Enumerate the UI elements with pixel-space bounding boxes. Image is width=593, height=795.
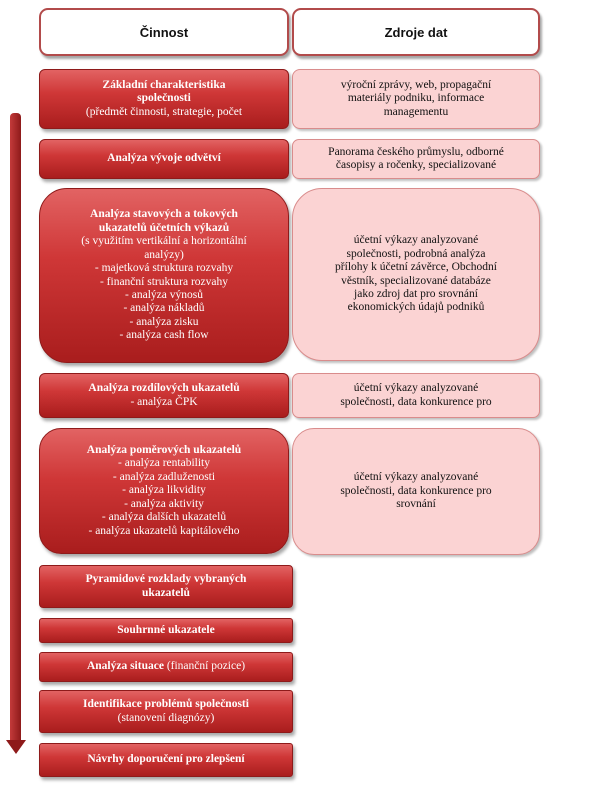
activity-situation-analysis (39, 652, 293, 682)
activity-line: - analýza nákladů (123, 302, 205, 315)
source-line: srovnání (396, 498, 436, 511)
header-activity-label: Činnost (139, 24, 189, 40)
activity-line: společnosti (137, 92, 191, 105)
activity-line: - analýza likvidity (122, 484, 206, 497)
source-statements-competition-comparison (292, 428, 540, 555)
activity-line: - analýza ukazatelů kapitálového (88, 524, 240, 537)
activity-title: Návrhy doporučení pro zlepšení (87, 753, 245, 766)
source-line: účetní výkazy analyzované (353, 471, 479, 484)
activity-title: Souhrnné ukazatele (117, 623, 215, 636)
activity-line: (předmět činnosti, strategie, počet (85, 105, 243, 118)
source-line: společnosti, data konkurence pro (340, 484, 492, 497)
activity-line: ukazatelů účetních výkazů (98, 221, 230, 234)
activity-title: Identifikace problémů společnosti (83, 698, 249, 711)
activity-line: - analýza cash flow (119, 329, 209, 342)
activity-situation-row (87, 660, 245, 673)
source-financial-statements-detailed (292, 188, 540, 361)
activity-line: - analýza dalších ukazatelů (101, 511, 227, 524)
activity-title: Analýza vývoje odvětví (107, 152, 221, 165)
activity-problem-identification (39, 690, 293, 733)
activity-line: (s využitím vertikální a horizontální (81, 235, 247, 248)
activity-line: - majetková struktura rozvahy (94, 262, 234, 275)
source-statements-competition (292, 373, 540, 418)
source-annual-reports (292, 69, 540, 129)
header-sources-label: Zdroje dat (384, 24, 448, 40)
header-sources (292, 8, 540, 56)
activity-difference-indicators (39, 373, 289, 418)
activity-pyramid-decomposition (39, 565, 293, 608)
source-line: časopisy a ročenky, specializované (335, 159, 497, 171)
activity-line: - analýza rentability (118, 457, 210, 470)
activity-line: - analýza ČPK (130, 395, 198, 408)
activity-title: Analýza situace (86, 660, 164, 673)
source-line: společnosti, data konkurence pro (340, 395, 492, 408)
source-line: účetní výkazy analyzované (353, 234, 479, 247)
source-line: společnosti, podrobná analýza (346, 247, 486, 260)
activity-line: (finanční pozice) (166, 660, 246, 673)
activity-line: - analýza výnosů (125, 288, 203, 301)
source-line: výroční zprávy, web, propagační (340, 78, 492, 91)
process-arrow-head (6, 740, 26, 754)
activity-title: Pyramidové rozklady vybraných (85, 573, 247, 586)
activity-line: (stanovení diagnózy) (117, 711, 215, 724)
activity-title: Analýza rozdílových ukazatelů (88, 382, 240, 395)
activity-summary-indicators (39, 618, 293, 643)
source-line: Panorama českého průmyslu, odborné (328, 145, 504, 158)
activity-ratio-indicators (39, 428, 289, 554)
source-industry-panorama (292, 139, 540, 179)
activity-line: - finanční struktura rozvahy (99, 275, 229, 288)
activity-line: - analýza zadluženosti (112, 470, 216, 483)
source-line: ekonomických údajů podniků (347, 301, 485, 314)
activity-line: ukazatelů (142, 586, 190, 599)
source-line: věstník, specializované databáze (341, 274, 491, 287)
activity-line: - analýza aktivity (124, 497, 204, 510)
activity-basic-characteristics (39, 69, 289, 129)
activity-industry-analysis (39, 139, 289, 179)
activity-title: Analýza stavových a tokových (90, 208, 238, 221)
source-line: účetní výkazy analyzované (353, 382, 479, 395)
activity-line: - analýza zisku (129, 315, 199, 328)
activity-line: analýzy) (144, 248, 184, 261)
activity-state-flow-indicators (39, 188, 289, 363)
header-activity (39, 8, 289, 56)
source-line: materiály podniku, informace (347, 92, 485, 105)
source-line: managementu (383, 105, 449, 118)
activity-title: Základní charakteristika (102, 78, 226, 91)
source-line: přílohy k účetní závěrce, Obchodní (335, 261, 497, 274)
activity-recommendations (39, 743, 293, 777)
process-arrow-shaft (10, 113, 21, 743)
source-line: jako zdroj dat pro srovnání (354, 287, 478, 300)
activity-title: Analýza poměrových ukazatelů (86, 444, 242, 457)
